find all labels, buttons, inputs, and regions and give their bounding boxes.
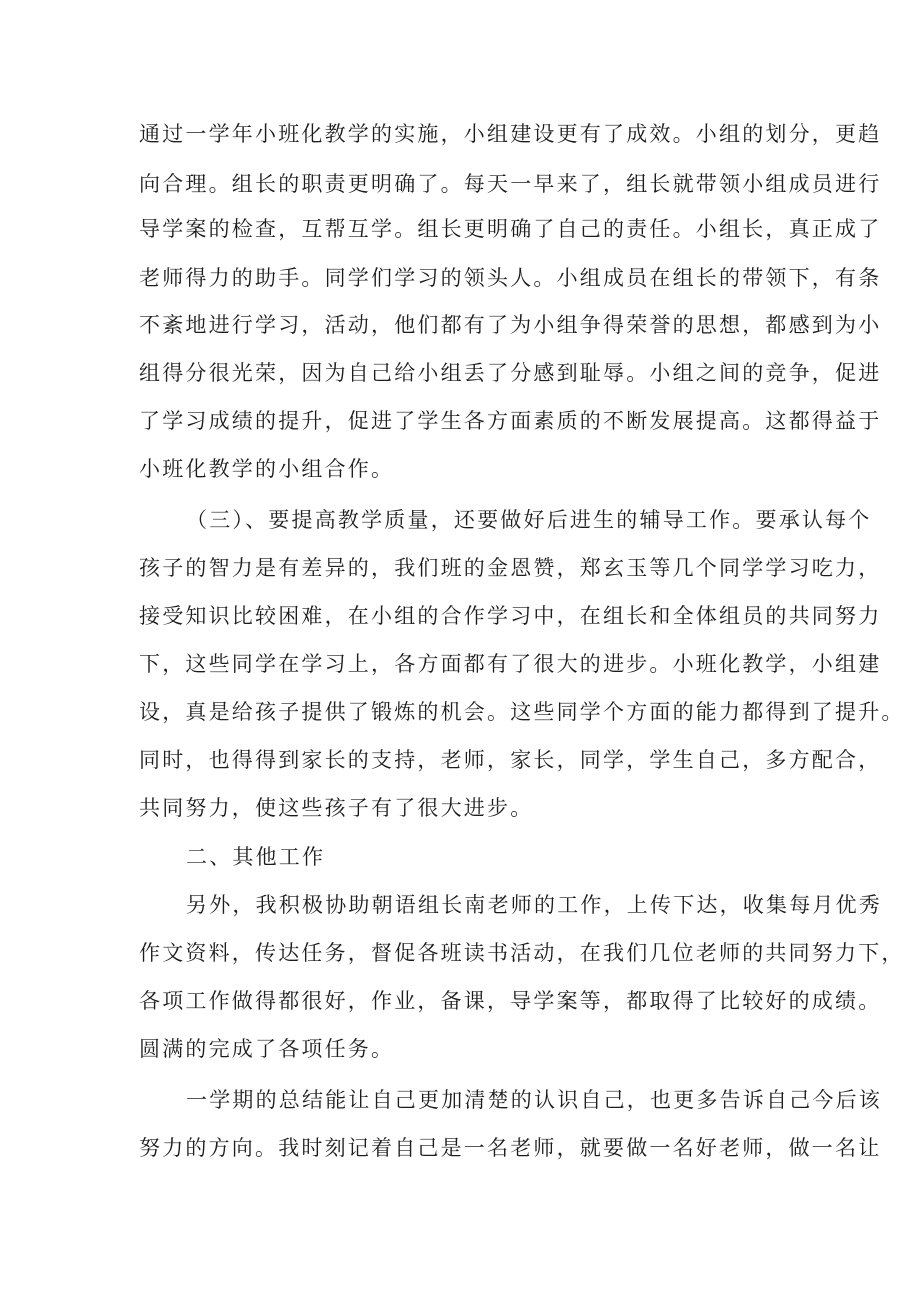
text-line: 不紊地进行学习，活动，他们都有了为小组争得荣誉的思想，都感到为小 (139, 313, 882, 337)
text-line: 一学期的总结能让自己更加清楚的认识自己，也更多告诉自己今后该 (186, 1088, 882, 1112)
text-line: 努力的方向。我时刻记着自己是一名老师，就要做一名好老师，做一名让 (139, 1136, 882, 1160)
text-line: 老师得力的助手。同学们学习的领头人。小组成员在组长的带领下，有条 (139, 266, 882, 290)
text-line: 作文资料，传达任务，督促各班读书活动，在我们几位老师的共同努力下， (139, 941, 905, 965)
text-line: （三）、要提高教学质量，还要做好后进生的辅导工作。要承认每个 (186, 508, 872, 532)
text-line: 接受知识比较困难，在小组的合作学习中，在组长和全体组员的共同努力 (139, 604, 882, 628)
text-line: 设，真是给孩子提供了锻炼的机会。这些同学个方面的能力都得到了提升。 (139, 700, 905, 724)
text-line: 圆满的完成了各项任务。 (139, 1037, 395, 1061)
text-line: 通过一学年小班化教学的实施，小组建设更有了成效。小组的划分，更趋 (139, 122, 882, 146)
text-line: 各项工作做得都很好，作业，备课，导学案等，都取得了比较好的成绩。 (139, 989, 882, 1013)
text-line: 了学习成绩的提升，促进了学生各方面素质的不断发展提高。这都得益于 (139, 409, 882, 433)
text-line: 孩子的智力是有差异的，我们班的金恩赞，郑玄玉等几个同学学习吃力， (139, 556, 882, 580)
text-line: 向合理。组长的职责更明确了。每天一早来了，组长就带领小组成员进行 (139, 172, 882, 196)
text-line: 同时，也得得到家长的支持，老师，家长，同学，学生自己，多方配合， (139, 748, 882, 772)
text-line: 下，这些同学在学习上，各方面都有了很大的进步。小班化教学，小组建 (139, 652, 882, 676)
text-line: 另外，我积极协助朝语组长南老师的工作，上传下达，收集每月优秀 (186, 893, 882, 917)
section-heading: 二、其他工作 (186, 845, 326, 869)
text-line: 共同努力，使这些孩子有了很大进步。 (139, 796, 534, 820)
text-line: 组得分很光荣，因为自己给小组丢了分感到耻辱。小组之间的竞争，促进 (139, 361, 882, 385)
text-line: 小班化教学的小组合作。 (139, 457, 395, 481)
text-line: 导学案的检查，互帮互学。组长更明确了自己的责任。小组长，真正成了 (139, 217, 882, 241)
